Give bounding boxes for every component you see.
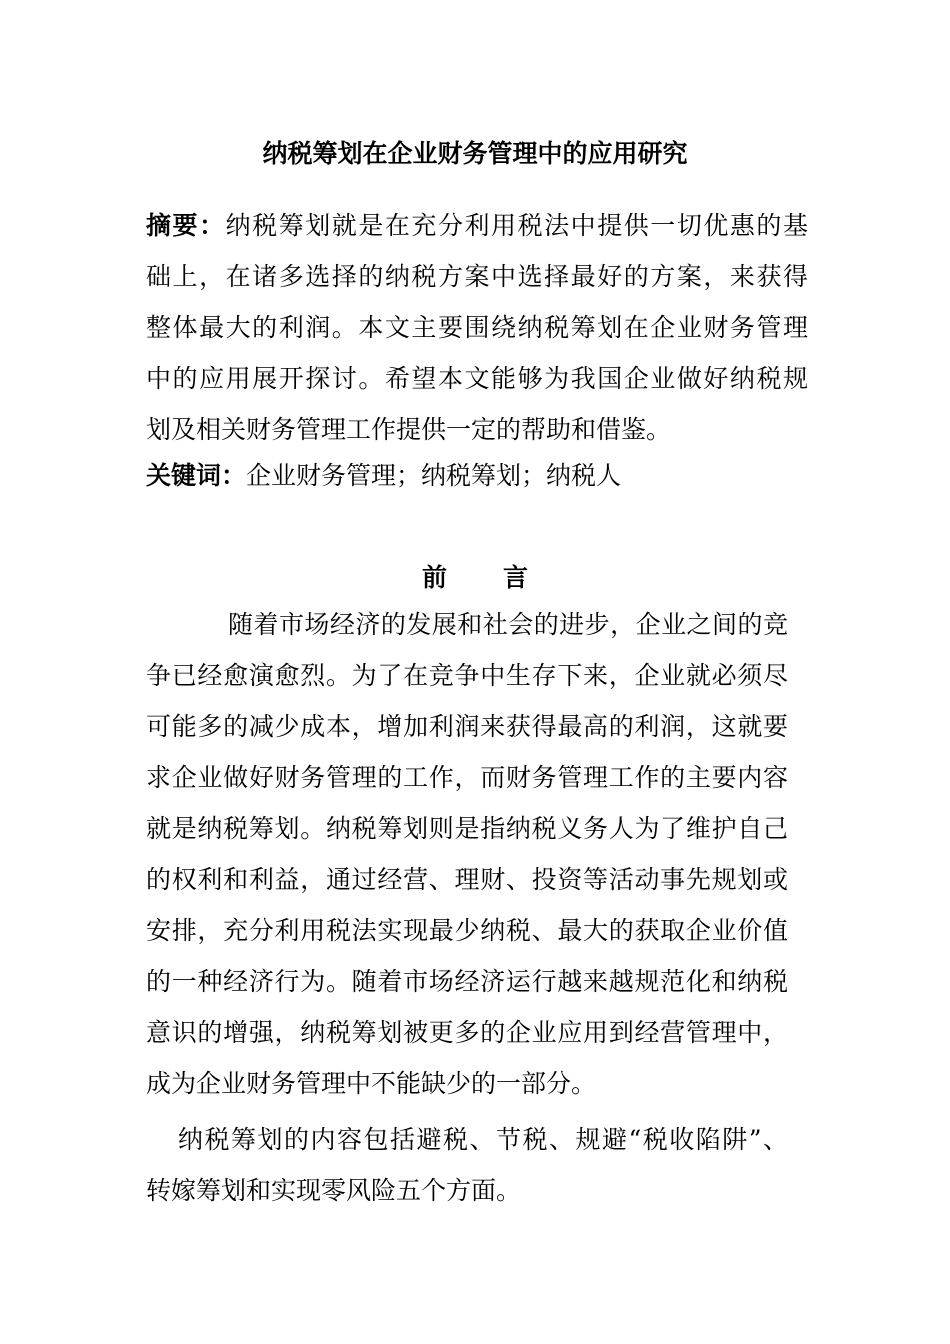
abstract-line: 中的应用展开探讨。希望本文能够为我国企业做好纳税规 <box>146 364 808 393</box>
abstract-line <box>146 206 808 257</box>
preface-line: 意识的增强，纳税筹划被更多的企业应用到经营管理中， <box>146 1018 788 1047</box>
preface-line: 争已经愈演愈烈。为了在竞争中生存下来，企业就必须尽 <box>146 661 788 690</box>
abstract-line: 础上，在诸多选择的纳税方案中选择最好的方案，来获得 <box>146 262 808 291</box>
abstract-text: 纳税筹划就是在充分利用税法中提供一切优惠的基 <box>225 211 808 240</box>
abstract-line: 划及相关财务管理工作提供一定的帮助和借鉴。 <box>146 415 672 444</box>
preface-line: 随着市场经济的发展和社会的进步，企业之间的竞 <box>228 610 788 639</box>
preface-paragraph-2 <box>146 1120 788 1222</box>
preface-line: 纳税筹划的内容包括避税、节税、规避“税收陷阱”、 <box>178 1125 788 1154</box>
preface-line: 的一种经济行为。随着市场经济运行越来越规范化和纳税 <box>146 967 788 996</box>
preface-heading-right: 言 <box>503 563 529 592</box>
preface-line: 成为企业财务管理中不能缺少的一部分。 <box>146 1069 597 1098</box>
preface-line: 的权利和利益，通过经营、理财、投资等活动事先规划或 <box>146 865 788 894</box>
abstract-line: 整体最大的利润。本文主要围绕纳税筹划在企业财务管理 <box>146 313 808 342</box>
preface-line: 可能多的减少成本，增加利润来获得最高的利润，这就要 <box>146 712 788 741</box>
document-title: 纳税筹划在企业财务管理中的应用研究 <box>262 139 688 168</box>
preface-heading-left: 前 <box>421 563 447 592</box>
abstract-label: 摘要： <box>146 211 226 240</box>
preface-paragraph <box>146 605 788 1115</box>
preface-line: 就是纳税筹划。纳税筹划则是指纳税义务人为了维护自己 <box>146 814 788 843</box>
keywords-text: 企业财务管理；纳税筹划；纳税人 <box>246 461 622 490</box>
preface-line: 转嫁筹划和实现零风险五个方面。 <box>146 1176 522 1205</box>
preface-line: 求企业做好财务管理的工作，而财务管理工作的主要内容 <box>146 763 788 792</box>
keywords-section <box>146 456 808 496</box>
abstract-section <box>146 206 808 461</box>
keywords-label: 关键词： <box>146 461 247 490</box>
preface-line: 安排，充分利用税法实现最少纳税、最大的获取企业价值 <box>146 916 788 945</box>
preface-heading <box>0 558 950 598</box>
